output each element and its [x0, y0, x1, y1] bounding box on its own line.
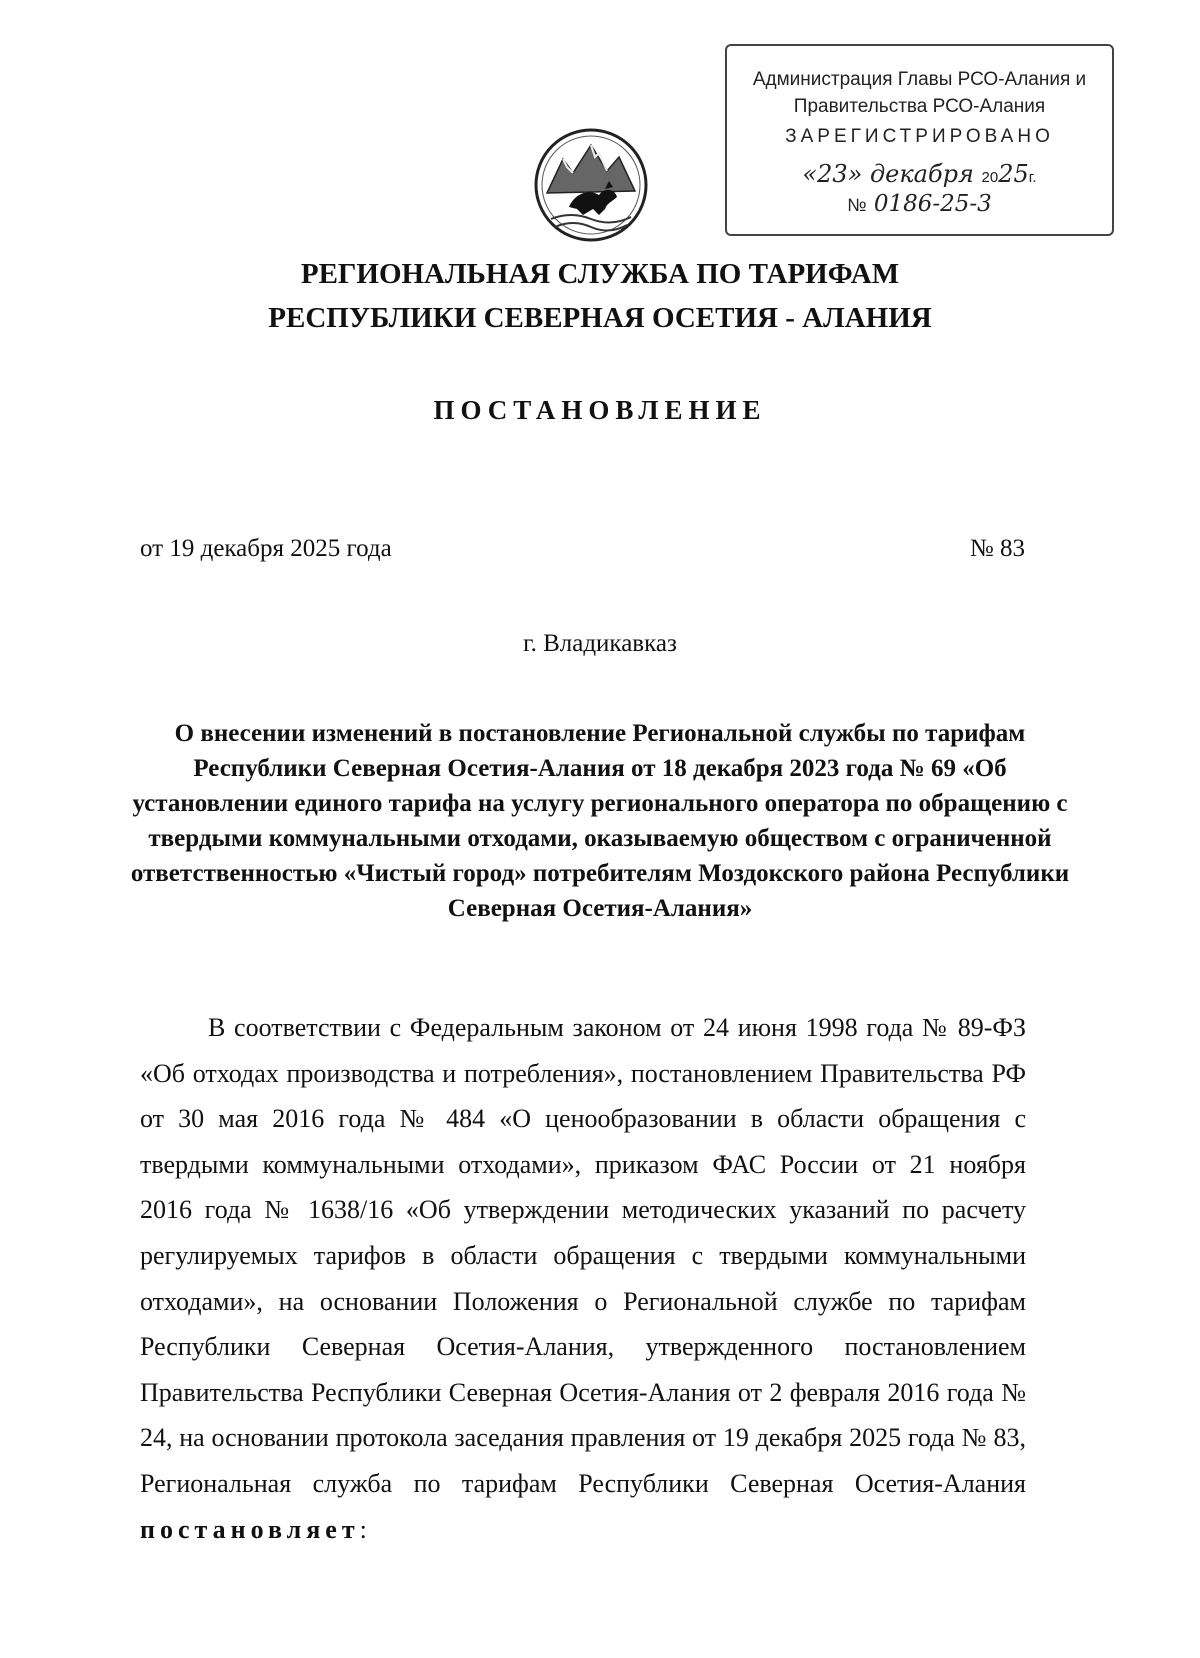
stamp-number-value: 0186-25-3 — [873, 191, 992, 217]
body-end-punctuation: : — [359, 1514, 367, 1544]
document-type: ПОСТАНОВЛЕНИЕ — [433, 395, 767, 425]
agency-title-line2: РЕСПУБЛИКИ СЕВЕРНАЯ ОСЕТИЯ - АЛАНИЯ — [268, 302, 932, 334]
stamp-registered-label: ЗАРЕГИСТРИРОВАНО — [785, 126, 1054, 147]
stamp-year-suffix: г. — [1028, 169, 1037, 186]
document-number: № 83 — [969, 535, 1025, 562]
stamp-date-year: 25 — [998, 160, 1029, 188]
document-date: от 19 декабря 2025 года — [140, 535, 392, 562]
stamp-year-prefix: 20 — [981, 169, 999, 186]
stamp-date: «23» декабря 2025г. — [802, 160, 1037, 188]
stamp-date-month: декабря — [869, 160, 974, 188]
document-body-paragraph — [140, 1005, 1026, 1552]
body-text: В соответствии с Федеральным законом от 24 июня 1998 года № 89-ФЗ «Об отходах производства и потребления», постановлением Правительства РФ от 30 мая 2016 года № 484 «О ценообразовании в области обращения с твердыми коммунальными отходами», приказом ФАС России от 21 ноября 2016 года № 1638/16 «Об утверждении методических указаний по расчету регулируемых тарифов в области обращения с твердыми коммунальными отходами», на основании Положения о Региональной службе по тарифам Республики Северная Осетия-Алания, утвержденного постановлением Правительства Республики Северная Осетия-Алания от 2 февраля 2016 года № 24, на основании протокола заседания правления от 19 декабря 2025 года № 83, Региональная служба по тарифам Республики Северная Осетия-Алания — [140, 1013, 1026, 1498]
document-city: г. Владикавказ — [523, 630, 677, 657]
registration-stamp — [725, 44, 1114, 236]
agency-title-line1: РЕГИОНАЛЬНАЯ СЛУЖБА ПО ТАРИФАМ — [300, 258, 900, 290]
stamp-number-prefix: № — [847, 195, 867, 215]
stamp-org-line1: Администрация Главы РСО-Алания и — [752, 69, 1087, 90]
stamp-organization — [727, 66, 1112, 120]
stamp-org-line2: Правительства РСО-Алания — [793, 96, 1046, 117]
coat-of-arms-emblem — [533, 123, 649, 247]
stamp-date-day: 23 — [817, 160, 848, 188]
stamp-number — [727, 191, 1112, 217]
document-subject: О внесении изменений в постановление Региональной службы по тарифам Республики Северная Осетия-Алания от 18 декабря 2023 года № 69 «Об установлении единого тарифа на услугу регионального оператора по обращению с твердыми коммунальными отходами, оказываемую обществом с ограниченной ответственностью «Чистый город» потребителям Моздокского района Республики Северная Осетия-Алания» — [130, 720, 1070, 922]
resolves-word: постановляет — [140, 1514, 360, 1544]
